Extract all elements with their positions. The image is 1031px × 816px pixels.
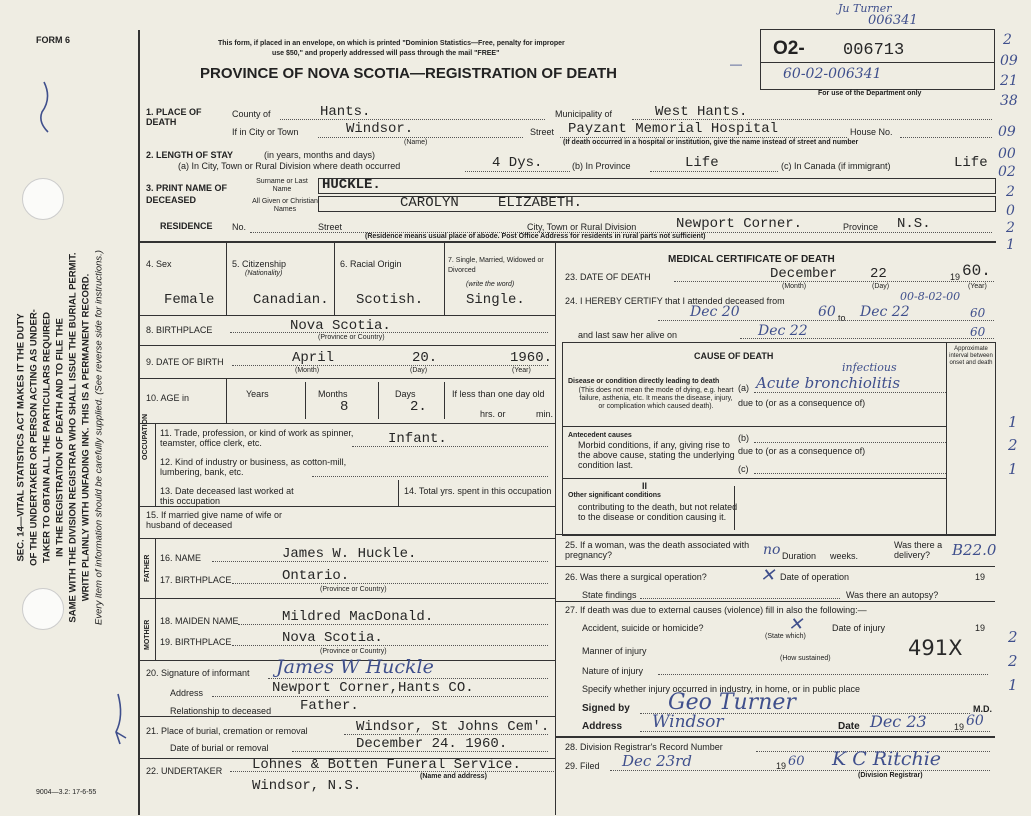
place-of-death-label: 1. PLACE OF DEATH	[146, 107, 202, 127]
sex-label: 4. Sex	[146, 259, 172, 269]
q22-label: 22. UNDERTAKER	[146, 766, 223, 776]
length-of-stay-sub: (in years, months and days)	[264, 150, 376, 160]
filed-year-prefix: 19	[776, 761, 787, 771]
street-label: Street	[530, 127, 555, 137]
doctor-address-label: Address	[582, 721, 623, 732]
age-months-value: 8	[340, 399, 349, 415]
q23-label: 23. DATE OF DEATH	[565, 272, 651, 282]
racial-value: Scotish.	[356, 292, 424, 308]
attend-code: 00-8-02-00	[900, 290, 961, 303]
given-label: All Given or Christian Names	[252, 198, 318, 213]
residence-city-label: City, Town or Rural Division	[527, 222, 637, 232]
q28-label: 28. Division Registrar's Record Number	[565, 742, 723, 752]
q26-label: 26. Was there a surgical operation?	[565, 572, 707, 582]
q27-cross: ✕	[788, 614, 804, 635]
specify-label: Specify whether injury occurred in industry, in home, or in public place	[582, 684, 860, 694]
margin-code: 09	[998, 124, 1016, 140]
death-year-prefix: 19	[950, 272, 961, 282]
form-title: PROVINCE OF NOVA SCOTIA—REGISTRATION OF DEATH	[200, 65, 617, 82]
age-years-label: Years	[246, 389, 269, 399]
attend-to: Dec 22	[860, 304, 910, 320]
margin-code: 2	[1008, 628, 1018, 646]
nature-label: Nature of injury	[582, 666, 644, 676]
q17-label: 17. BIRTHPLACE	[160, 575, 232, 585]
q26-autopsy: Was there an autopsy?	[846, 590, 939, 600]
margin-code: 1	[1008, 413, 1018, 431]
residence-city-value: Newport Corner.	[676, 216, 803, 232]
footer-code: 9004—3.2: 17-6-55	[36, 789, 97, 796]
mother-side-label: MOTHER	[144, 619, 151, 650]
other-label: Other significant conditions	[568, 492, 661, 499]
margin-code: 00	[998, 146, 1016, 162]
cause-b-letter: (b)	[738, 433, 749, 443]
q26-date-label: Date of operation	[780, 572, 850, 582]
dob-month-cap: (Month)	[295, 367, 320, 374]
attend-year: 60	[818, 304, 836, 320]
street-value: Payzant Memorial Hospital	[568, 121, 779, 137]
margin-code: 02	[998, 164, 1016, 180]
dob-day-cap: (Day)	[410, 367, 428, 374]
other-note: contributing to the death, but not related to the disease or condition causing it.	[578, 502, 738, 522]
q19-label: 19. BIRTHPLACE	[160, 637, 232, 647]
top-hand-note: Ju Turner	[838, 2, 892, 15]
right-code: 21	[1000, 73, 1018, 89]
marital-label: 7. Single, Married, Widowed or Divorced	[448, 257, 544, 274]
q14-label: 14. Total yrs. spent in this occupation	[404, 486, 552, 496]
filed-date: Dec 23rd	[622, 752, 692, 770]
side-line: TAKER TO OBTAIN ALL THE PARTICULARS REQUIRED	[41, 311, 53, 564]
mail-notice-2: use $50," and properly addressed will pass through the mail "FREE"	[272, 50, 500, 57]
margin-code: 1	[1008, 676, 1018, 694]
age-days-value: 2.	[410, 399, 427, 415]
attend-from: Dec 20	[690, 304, 740, 320]
accident-label: Accident, suicide or homicide?	[582, 623, 704, 633]
dob-year: 1960.	[510, 350, 553, 366]
attend-to-year: 60	[970, 306, 986, 320]
citizenship-sub: (Nationality)	[245, 270, 283, 277]
margin-code: 1	[1006, 237, 1015, 253]
doctor-signature: Geo Turner	[668, 690, 796, 715]
cause-heading: CAUSE OF DEATH	[694, 351, 774, 361]
injury-year-prefix: 19	[975, 623, 986, 633]
margin-code: 2	[1008, 436, 1018, 454]
q12-label: 12. Kind of industry or business, as cotton-mill, lumbering, bank, etc.	[160, 457, 347, 477]
margin-arrow-mark	[108, 690, 138, 750]
less-than-day-label: If less than one day old	[452, 389, 545, 399]
undertaker-name: Lohnes & Botten Funeral Service.	[252, 757, 521, 773]
name-caption: (Name)	[404, 139, 428, 146]
undertaker-address: Windsor, N.S.	[252, 778, 362, 794]
birthplace-sub: (Province or Country)	[318, 334, 385, 341]
death-year: 60.	[962, 262, 991, 280]
md-label: M.D.	[973, 704, 992, 714]
side-line: OF THE UNDERTAKER OR PERSON ACTING AS UNDER-	[28, 309, 40, 566]
margin-arrow-mark	[30, 78, 60, 138]
birthplace-label: 8. BIRTHPLACE	[146, 325, 213, 335]
mother-maiden: Mildred MacDonald.	[282, 609, 434, 625]
min-label: min.	[536, 409, 554, 419]
residence-street-label: Street	[318, 222, 343, 232]
side-line: SEC. 14—VITAL STATISTICS ACT MAKES IT THE DUTY	[15, 313, 27, 562]
relationship-value: Father.	[300, 698, 359, 714]
marital-value: Single.	[466, 292, 525, 308]
cause-a-letter: (a)	[738, 383, 749, 393]
city-label: If in City or Town	[232, 127, 299, 137]
q29-label: 29. Filed	[565, 761, 600, 771]
q25-label: 25. If a woman, was the death associated with pregnancy?	[565, 540, 750, 560]
due-to-label: due to (or as a consequence of)	[738, 446, 866, 456]
right-code: 2	[1003, 32, 1012, 48]
surname-value: HUCKLE.	[322, 177, 381, 193]
medical-heading: MEDICAL CERTIFICATE OF DEATH	[668, 254, 835, 265]
manner-label: Manner of injury	[582, 646, 647, 656]
code-491x: 491X	[908, 636, 963, 660]
q21-label: 21. Place of burial, cremation or removal	[146, 726, 308, 736]
age-days-label: Days	[395, 389, 416, 399]
sex-value: Female	[164, 292, 215, 308]
q26-findings: State findings	[582, 590, 637, 600]
relationship-label: Relationship to deceased	[170, 706, 272, 716]
citizenship-label: 5. Citizenship	[232, 259, 287, 269]
q24-label: 24. I HEREBY CERTIFY that I attended deceased from	[565, 296, 785, 306]
registrar-caption: (Division Registrar)	[858, 772, 923, 779]
how-sustained: (How sustained)	[780, 655, 831, 662]
informant-signature: James W Huckle	[276, 656, 434, 678]
registrar-signature: K C Ritchie	[832, 748, 942, 770]
q25-delivery: Was there a delivery?	[894, 540, 943, 560]
hrs-label: hrs. or	[480, 409, 506, 419]
death-day-cap: (Day)	[872, 283, 890, 290]
stay-a-label: (a) In City, Town or Rural Division where death occurred	[178, 161, 401, 171]
stay-b-label: (b) In Province	[572, 161, 631, 171]
given1-value: CAROLYN	[400, 195, 459, 211]
margin-code: 0	[1006, 203, 1015, 219]
side-line: IN THE REGISTRATION OF DEATH AND TO FILE THE	[54, 318, 66, 557]
signed-by-label: Signed by	[582, 703, 630, 714]
sign-year-prefix: 19	[954, 722, 965, 732]
residence-province-label: Province	[843, 222, 879, 232]
side-instructions	[15, 158, 106, 718]
q18-label: 18. MAIDEN NAME	[160, 616, 239, 626]
occupation-side-label: OCCUPATION	[142, 413, 149, 460]
q25-weeks: weeks.	[830, 551, 859, 561]
last-saw-label: and last saw her alive on	[578, 330, 678, 340]
sign-year: 60	[966, 713, 984, 729]
q15-label: 15. If married give name of wife or husband of deceased	[146, 510, 283, 530]
immediate-label: Disease or condition directly leading to death	[568, 378, 720, 385]
print-name-label: 3. PRINT NAME OF DECEASED	[146, 183, 228, 205]
mail-notice: This form, if placed in an envelope, on which is printed "Dominion Statistics—Free, penalty for improper	[218, 40, 565, 47]
right-code: 09	[1000, 53, 1018, 69]
due-to-label: due to (or as a consequence of)	[738, 398, 866, 408]
right-code: 38	[1000, 93, 1018, 109]
stay-c-label: (c) In Canada (if immigrant)	[781, 161, 891, 171]
q26-year-prefix: 19	[975, 572, 986, 582]
dept-note: For use of the Department only	[818, 90, 922, 97]
dob-month: April	[292, 350, 335, 366]
q25-code: B22.0	[952, 541, 997, 559]
death-month: December	[770, 266, 838, 282]
prov-caption: (Province or Country)	[320, 648, 387, 655]
reg-hand-number: 60-02-006341	[783, 66, 882, 82]
racial-label: 6. Racial Origin	[340, 259, 402, 269]
undertaker-caption: (Name and address)	[420, 773, 487, 780]
dob-label: 9. DATE OF BIRTH	[146, 357, 224, 367]
top-hand-number: 006341	[868, 13, 918, 28]
citizenship-value: Canadian.	[253, 292, 329, 308]
margin-code: 1	[1008, 460, 1018, 478]
margin-code: 2	[1006, 184, 1015, 200]
stay-a-value: 4 Dys.	[492, 155, 543, 171]
last-saw-date: Dec 22	[758, 323, 808, 339]
dob-year-cap: (Year)	[512, 367, 531, 374]
q20-label: 20. Signature of informant	[146, 668, 250, 678]
reg-prefix: O2-	[773, 38, 805, 59]
cause-a-note: infectious	[842, 361, 897, 374]
injury-date-label: Date of injury	[832, 623, 886, 633]
residence-province-value: N.S.	[897, 216, 931, 232]
q13-label: 13. Date deceased last worked at this occupation	[160, 486, 294, 506]
side-line: Every item of information should be carefully supplied. (See reverse side for instructions.)	[93, 250, 105, 625]
cause-a-value: Acute bronchiolitis	[756, 374, 901, 392]
antecedent-note: Morbid conditions, if any, giving rise to the above cause, stating the underlying condition last.	[578, 440, 735, 470]
mother-birthplace: Nova Scotia.	[282, 630, 383, 646]
age-label: 10. AGE in	[146, 393, 190, 403]
side-line: SAME WITH THE DIVISION REGISTRAR WHO SHALL ISSUE THE BURIAL PERMIT.	[67, 252, 79, 623]
address-label: Address	[170, 688, 204, 698]
stay-b-value: Life	[685, 155, 719, 171]
house-label: House No.	[850, 127, 893, 137]
doctor-address: Windsor	[652, 712, 724, 732]
margin-code: 2	[1006, 220, 1015, 236]
q11-value: Infant.	[388, 431, 447, 447]
cause-c-letter: (c)	[738, 464, 749, 474]
margin-code: 2	[1008, 652, 1018, 670]
antecedent-label: Antecedent causes	[568, 432, 632, 439]
interval-heading: Approximate interval between onset and death	[949, 346, 993, 366]
length-of-stay-label: 2. LENGTH OF STAY	[146, 150, 234, 160]
death-day: 22	[870, 266, 887, 282]
father-birthplace: Ontario.	[282, 568, 350, 584]
birthplace-value: Nova Scotia.	[290, 318, 391, 334]
filed-year: 60	[788, 754, 805, 769]
age-months-label: Months	[318, 389, 348, 399]
surname-label: Surname or Last Name	[256, 178, 308, 193]
given2-value: ELIZABETH.	[498, 195, 583, 211]
reg-number: 006713	[843, 41, 905, 60]
death-month-cap: (Month)	[782, 283, 807, 290]
residence-note: (Residence means usual place of abode. Post Office Address for residents in rural parts not sufficient)	[365, 233, 706, 240]
prov-caption: (Province or Country)	[320, 586, 387, 593]
burial-place: Windsor, St Johns Cem'.	[356, 719, 550, 735]
informant-address: Newport Corner,Hants CO.	[272, 680, 474, 696]
institution-note: (If death occurred in a hospital or institution, give the name instead of street and number	[563, 139, 859, 146]
state-which: (State which)	[765, 633, 806, 640]
q27-label: 27. If death was due to external causes (violence) fill in also the following:—	[565, 605, 867, 615]
attend-to-label: to	[838, 313, 846, 323]
county-label: County of	[232, 109, 271, 119]
last-saw-year: 60	[970, 325, 986, 339]
burial-date: December 24. 1960.	[356, 736, 508, 752]
county-value: Hants.	[320, 104, 371, 120]
father-side-label: FATHER	[144, 554, 151, 582]
municipality-value: West Hants.	[655, 104, 748, 120]
sign-date: Dec 23	[870, 712, 927, 731]
q16-label: 16. NAME	[160, 553, 202, 563]
q11-label: 11. Trade, profession, or kind of work as spinner, teamster, office clerk, etc.	[160, 428, 354, 448]
city-value: Windsor.	[346, 121, 414, 137]
surname-box	[318, 178, 996, 194]
q26-cross: ✕	[760, 565, 776, 586]
death-year-cap: (Year)	[968, 283, 987, 290]
hand-mark: —	[730, 57, 742, 71]
sign-date-label: Date	[838, 721, 860, 732]
residence-no-label: No.	[232, 222, 247, 232]
residence-label: RESIDENCE	[160, 221, 213, 231]
dob-day: 20.	[412, 350, 438, 366]
part-ii-label: II	[642, 481, 648, 491]
form-number: FORM 6	[36, 35, 71, 45]
side-line: WRITE PLAINLY WITH UNFADING INK. THIS IS A PERMANENT RECORD.	[80, 273, 92, 602]
q25-duration: Duration	[782, 551, 817, 561]
immediate-note: (This does not mean the mode of dying, e.g. heart failure, asthenia, etc. It means the disease, injury, or complication which caused death).	[578, 387, 734, 410]
burial-date-label: Date of burial or removal	[170, 743, 269, 753]
municipality-label: Municipality of	[555, 109, 613, 119]
marital-sub: (write the word)	[466, 281, 515, 288]
father-name: James W. Huckle.	[282, 546, 417, 562]
stay-c-value: Life	[954, 155, 988, 171]
q25-hand: no	[763, 542, 781, 558]
